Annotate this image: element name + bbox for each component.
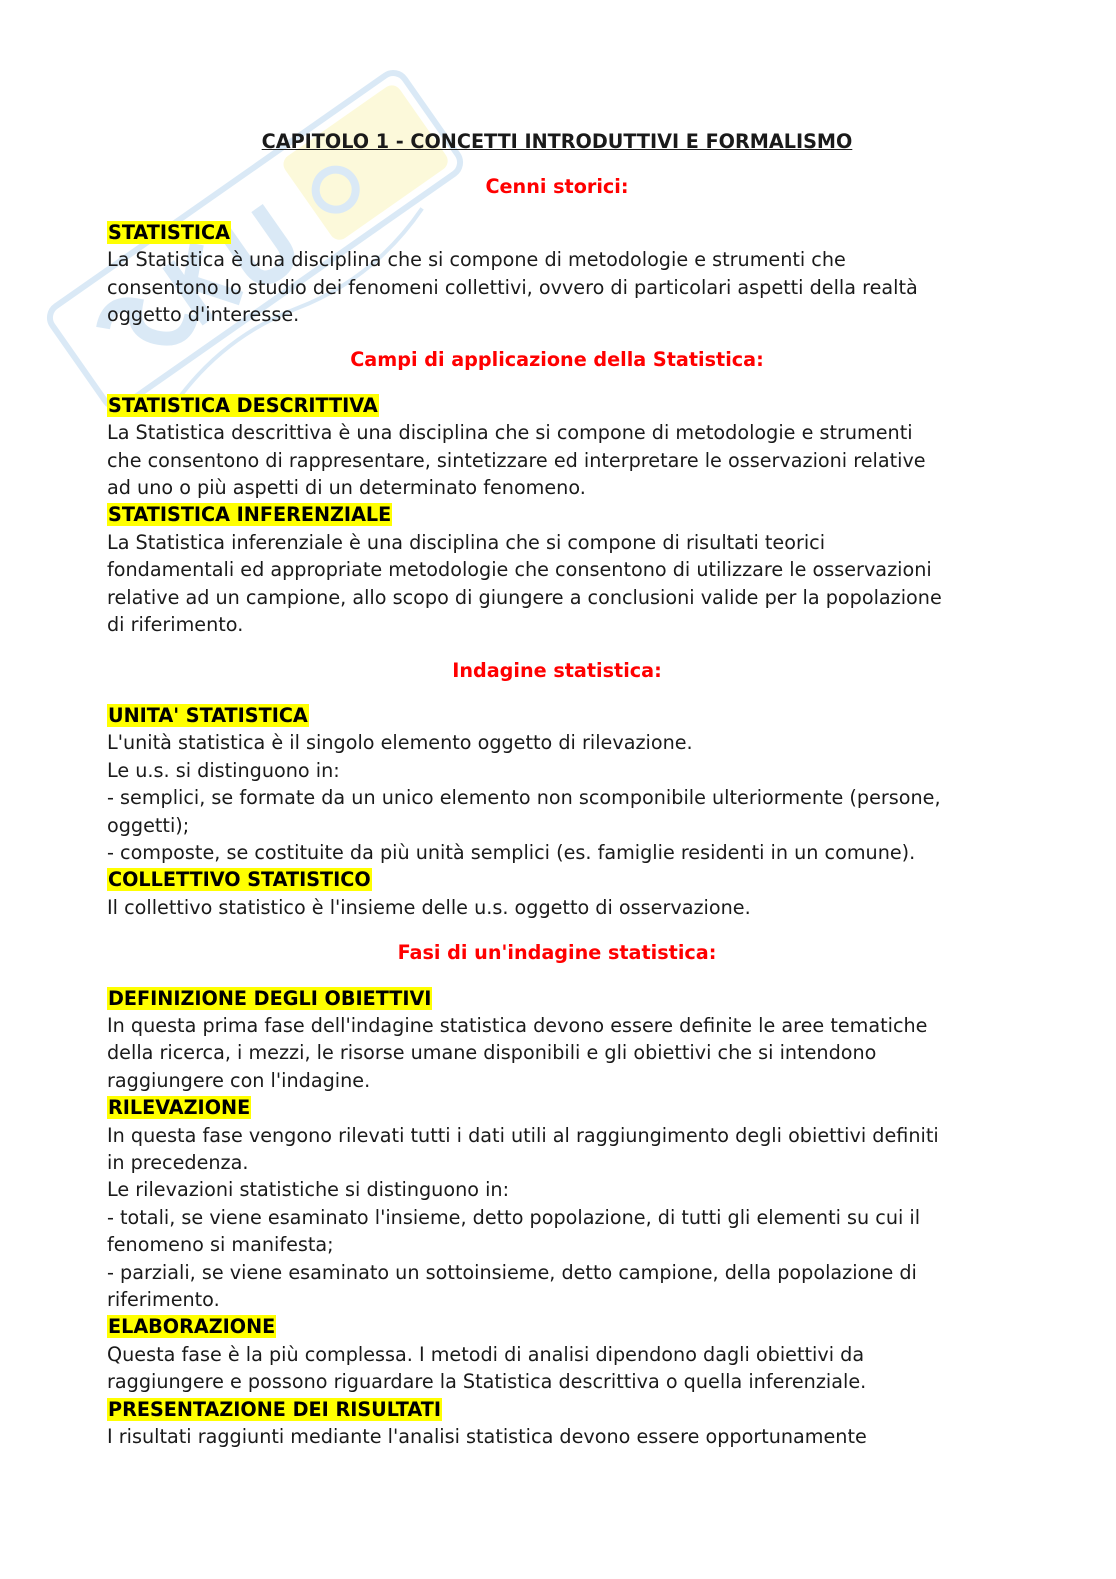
body-text-line: relative ad un campione, allo scopo di giungere a conclusioni valide per la popolazione — [107, 585, 942, 609]
section-heading: Indagine statistica: — [452, 658, 662, 682]
body-text-line: La Statistica inferenziale è una disciplina che si compone di risultati teorici — [107, 530, 826, 554]
term-heading — [107, 1313, 1007, 1340]
body-text-line: in precedenza. — [107, 1151, 249, 1174]
body-text-line: oggetti); — [107, 813, 190, 837]
term-heading — [107, 219, 1007, 246]
highlighted-term: PRESENTAZIONE DEI RISULTATI — [108, 1397, 441, 1421]
body-text-line: della ricerca, i mezzi, le risorse umane disponibili e gli obiettivi che si intendono — [107, 1041, 877, 1065]
body-text-line: I risultati raggiunti mediante l'analisi statistica devono essere opportunamente — [107, 1425, 867, 1449]
body-text-line: In questa prima fase dell'indagine statistica devono essere definite le aree tematiche — [107, 1013, 928, 1037]
term-heading — [107, 702, 1007, 729]
document-page — [107, 128, 1007, 1450]
highlighted-term: COLLETTIVO STATISTICO — [108, 868, 371, 892]
body-text-line: di riferimento. — [107, 613, 244, 637]
body-text-line: raggiungere e possono riguardare la Statistica descrittiva o quella inferenziale. — [107, 1370, 867, 1394]
section-heading: Cenni storici: — [485, 175, 629, 199]
body-text-line: Le rilevazioni statistiche si distinguono in: — [107, 1178, 510, 1202]
body-text-line: La Statistica descrittiva è una disciplina che si compone di metodologie e strumenti — [107, 421, 913, 445]
body-text-line: In questa fase vengono rilevati tutti i dati utili al raggiungimento degli obiettivi definiti — [107, 1123, 939, 1147]
highlighted-term: ELABORAZIONE — [108, 1315, 276, 1339]
body-text-line: consentono lo studio dei fenomeni collettivi, ovvero di particolari aspetti della realtà — [107, 275, 918, 299]
body-text-line: La Statistica è una disciplina che si compone di metodologie e strumenti che — [107, 248, 846, 272]
body-text-line: - composte, se costituite da più unità semplici (es. famiglie residenti in un comune). — [107, 840, 916, 864]
term-heading — [107, 392, 1007, 419]
body-text-line: L'unità statistica è il singolo elemento oggetto di rilevazione. — [107, 731, 693, 755]
body-text-line: fondamentali ed appropriate metodologie che consentono di utilizzare le osservazioni — [107, 558, 932, 582]
highlighted-term: STATISTICA INFERENZIALE — [108, 503, 392, 527]
body-text-line: - semplici, se formate da un unico elemento non scomponibile ulteriormente (persone, — [107, 786, 941, 810]
body-text-line: Questa fase è la più complessa. I metodi di analisi dipendono dagli obiettivi da — [107, 1342, 865, 1366]
body-text-line: - totali, se viene esaminato l'insieme, detto popolazione, di tutti gli elementi su cui il — [107, 1205, 921, 1229]
body-text-line: Il collettivo statistico è l'insieme delle u.s. oggetto di osservazione. — [107, 895, 751, 919]
term-heading — [107, 866, 1007, 893]
body-text-line: riferimento. — [107, 1288, 220, 1312]
chapter-title: CAPITOLO 1 - CONCETTI INTRODUTTIVI E FORMALISMO — [261, 130, 853, 153]
section-heading: Fasi di un'indagine statistica: — [397, 941, 717, 965]
body-text-line: che consentono di rappresentare, sintetizzare ed interpretare le osservazioni relative — [107, 448, 926, 472]
term-heading — [107, 985, 1007, 1012]
document-content — [107, 173, 1007, 1450]
highlighted-term: RILEVAZIONE — [108, 1096, 251, 1120]
highlighted-term: STATISTICA DESCRITTIVA — [108, 393, 378, 417]
body-text-line: ad uno o più aspetti di un determinato fenomeno. — [107, 476, 586, 500]
body-text-line: raggiungere con l'indagine. — [107, 1068, 371, 1092]
body-text-line: Le u.s. si distinguono in: — [107, 758, 340, 782]
body-text-line: - parziali, se viene esaminato un sottoinsieme, detto campione, della popolazione di — [107, 1260, 917, 1284]
term-heading — [107, 1396, 1007, 1423]
term-heading — [107, 501, 1007, 528]
body-text-line: oggetto d'interesse. — [107, 303, 300, 327]
highlighted-term: DEFINIZIONE DEGLI OBIETTIVI — [108, 986, 432, 1010]
section-heading: Campi di applicazione della Statistica: — [350, 348, 764, 372]
term-heading — [107, 1094, 1007, 1121]
body-text-line: fenomeno si manifesta; — [107, 1233, 334, 1257]
highlighted-term: UNITA' STATISTICA — [108, 703, 308, 727]
highlighted-term: STATISTICA — [108, 220, 230, 244]
